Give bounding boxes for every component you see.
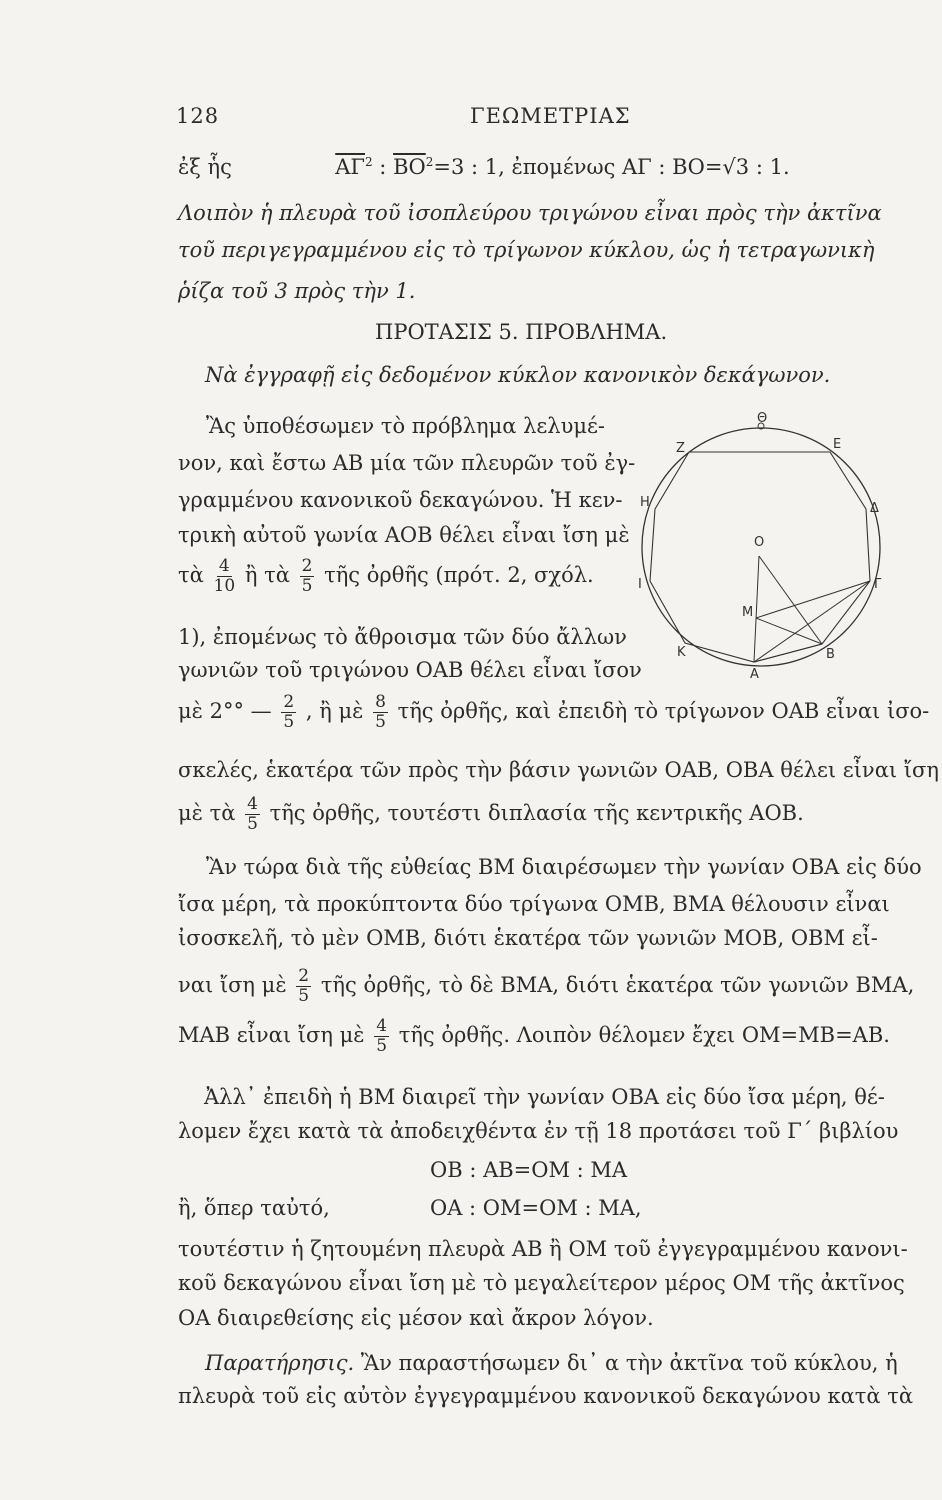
text-line-with-fractions: μὲ 2°° — $\frac{2}{5}$ , ἢ μὲ $\frac{8}{5}$ τῆς ὀρθῆς, καὶ ἐπειδὴ τὸ τρίγωνον ΟΑΒ εἶναι ἰσο- xyxy=(178,692,930,732)
text-line: Λοιπὸν ἡ πλευρὰ τοῦ ἰσοπλεύρου τριγώνου εἶναι πρὸς τὴν ἀκτῖνα xyxy=(178,201,882,225)
fraction: $\frac{4}{5}$ xyxy=(247,794,258,834)
label-z: Ζ xyxy=(676,441,685,456)
label-b: Β xyxy=(826,647,835,662)
text-line: γωνιῶν τοῦ τριγώνου ΟΑΒ θέλει εἶναι ἴσον xyxy=(178,658,642,682)
fraction: $\frac{2}{5}$ xyxy=(298,966,310,1006)
label-o: Ο xyxy=(754,535,765,550)
text-line: Ἀλλ᾽ ἐπειδὴ ἡ ΒΜ διαιρεῖ τὴν γωνίαν ΟΒΑ εἰς δύο ἴσα μέρη, θέ- xyxy=(204,1085,885,1109)
fraction: $\frac{2}{5}$ xyxy=(301,556,313,596)
label-g: Γ xyxy=(874,577,882,592)
remark-label: Παρατήρησις. xyxy=(205,1351,355,1375)
text-line: κοῦ δεκαγώνου εἶναι ἴση μὲ τὸ μεγαλείτερον μέρος ΟΜ τῆς ἀκτῖνος xyxy=(178,1271,905,1295)
line-ab xyxy=(754,644,822,662)
text-line: λομεν ἔχει κατὰ τὰ ἀποδειχθέντα ἐν τῇ 18 προτάσει τοῦ Γ´ βιβλίου xyxy=(178,1119,899,1143)
fraction: $\frac{2}{5}$ xyxy=(283,692,295,732)
label-a: Α xyxy=(750,667,759,682)
section-heading: ΠΡΟΤΑΣΙΣ 5. ΠΡΟΒΛΗΜΑ. xyxy=(375,320,668,344)
text-line: ῥίζα τοῦ 3 πρὸς τὴν 1. xyxy=(178,279,416,303)
fraction: $\frac{4}{10}$ xyxy=(213,556,236,596)
text-line: 1), ἐπομένως τὸ ἄθροισμα τῶν δύο ἄλλων xyxy=(178,625,627,649)
text-line-with-fractions: ΜΑΒ εἶναι ἴση μὲ $\frac{4}{5}$ τῆς ὀρθῆς. Λοιπὸν θέλομεν ἔχει ΟΜ=ΜΒ=ΑΒ. xyxy=(178,1016,890,1056)
line-ag xyxy=(754,581,870,662)
line-mg xyxy=(756,581,870,618)
text-line: ἴσα μέρη, τὰ προκύπτοντα δύο τρίγωνα ΟΜΒ, ΒΜΑ θέλουσιν εἶναι xyxy=(178,892,890,916)
label-theta: Θ xyxy=(757,411,768,426)
label-h: Η xyxy=(640,495,650,510)
text-line: Ἂν τώρα διὰ τῆς εὐθείας ΒΜ διαιρέσωμεν τὴν γωνίαν ΟΒΑ εἰς δύο xyxy=(206,855,922,879)
proposition-statement: Νὰ ἐγγραφῇ εἰς δεδομένον κύκλον κανονικὸν δεκάγωνον. xyxy=(205,363,831,387)
text-line: γραμμένου κανονικοῦ δεκαγώνου. Ἡ κεν- xyxy=(178,488,623,512)
label-e: Ε xyxy=(833,437,842,452)
label-m: Μ xyxy=(742,605,754,620)
radius-oa xyxy=(754,556,759,662)
remark-line: Παρατήρησις. Ἂν παραστήσωμεν δι᾽ α τὴν ἀκτῖνα τοῦ κύκλου, ἡ xyxy=(205,1351,898,1375)
text-line-with-fractions: ναι ἴση μὲ $\frac{2}{5}$ τῆς ὀρθῆς, τὸ δὲ ΒΜΑ, διότι ἑκατέρα τῶν γωνιῶν ΒΜΑ, xyxy=(178,966,915,1006)
text-line: τρικὴ αὐτοῦ γωνία ΑΟΒ θέλει εἶναι ἴση μὲ xyxy=(178,523,630,547)
page-number: 128 xyxy=(176,104,220,128)
text-line: πλευρὰ τοῦ εἰς αὐτὸν ἐγγεγραμμένου κανονικοῦ δεκαγώνου κατὰ τὰ xyxy=(178,1384,914,1408)
fraction: $\frac{8}{5}$ xyxy=(375,692,386,732)
text-line: Ἂς ὑποθέσωμεν τὸ πρόβλημα λελυμέ- xyxy=(206,414,605,438)
text-line: τουτέστιν ἡ ζητουμένη πλευρὰ ΑΒ ἢ ΟΜ τοῦ ἐγγεγραμμένου κανονι- xyxy=(178,1237,908,1261)
running-title: ΓΕΩΜΕΤΡΙΑΣ xyxy=(470,104,631,128)
label-d: Δ xyxy=(870,501,879,516)
equation: ΟΒ : ΑΒ=ΟΜ : ΜΑ xyxy=(430,1158,628,1182)
label-k: Κ xyxy=(677,645,686,660)
equation: ΟΑ : ΟΜ=ΟΜ : ΜΑ, xyxy=(430,1196,642,1220)
text-line: σκελές, ἑκατέρα τῶν πρὸς τὴν βάσιν γωνιῶν ΟΑΒ, ΟΒΑ θέλει εἶναι ἴση xyxy=(178,758,939,782)
fraction: $\frac{4}{5}$ xyxy=(376,1016,388,1056)
text-line: ἰσοσκελῆ, τὸ μὲν ΟΜΒ, διότι ἑκατέρα τῶν γωνιῶν ΜΟΒ, ΟΒΜ εἶ- xyxy=(178,926,878,950)
text-line: τοῦ περιγεγραμμένου εἰς τὸ τρίγωνον κύκλου, ὡς ἡ τετραγωνικὴ xyxy=(178,238,875,262)
decagon-figure xyxy=(630,408,892,690)
equation-line: ἐξ ἧς $\overline{A\Gamma}^2$ : $\overline{BO}^2=3$ : 1, ἐπομένως ΑΓ : ΒΟ=√3 : 1. xyxy=(178,155,790,179)
label-i: Ι xyxy=(638,577,642,592)
text-line-with-fractions: τὰ $\frac{4}{10}$ ἢ τὰ $\frac{2}{5}$ τῆς ὀρθῆς (πρότ. 2, σχόλ. xyxy=(178,556,594,596)
text-line-with-fractions: μὲ τὰ $\frac{4}{5}$ τῆς ὀρθῆς, τουτέστι διπλασία τῆς κεντρικῆς ΑΟΒ. xyxy=(178,794,804,834)
text-line: ΟΑ διαιρεθείσης εἰς μέσον καὶ ἄκρον λόγον. xyxy=(178,1306,654,1330)
text-line: νον, καὶ ἔστω ΑΒ μία τῶν πλευρῶν τοῦ ἐγ- xyxy=(178,451,636,475)
text-line: ἢ, ὅπερ ταὐτό, xyxy=(178,1196,330,1220)
